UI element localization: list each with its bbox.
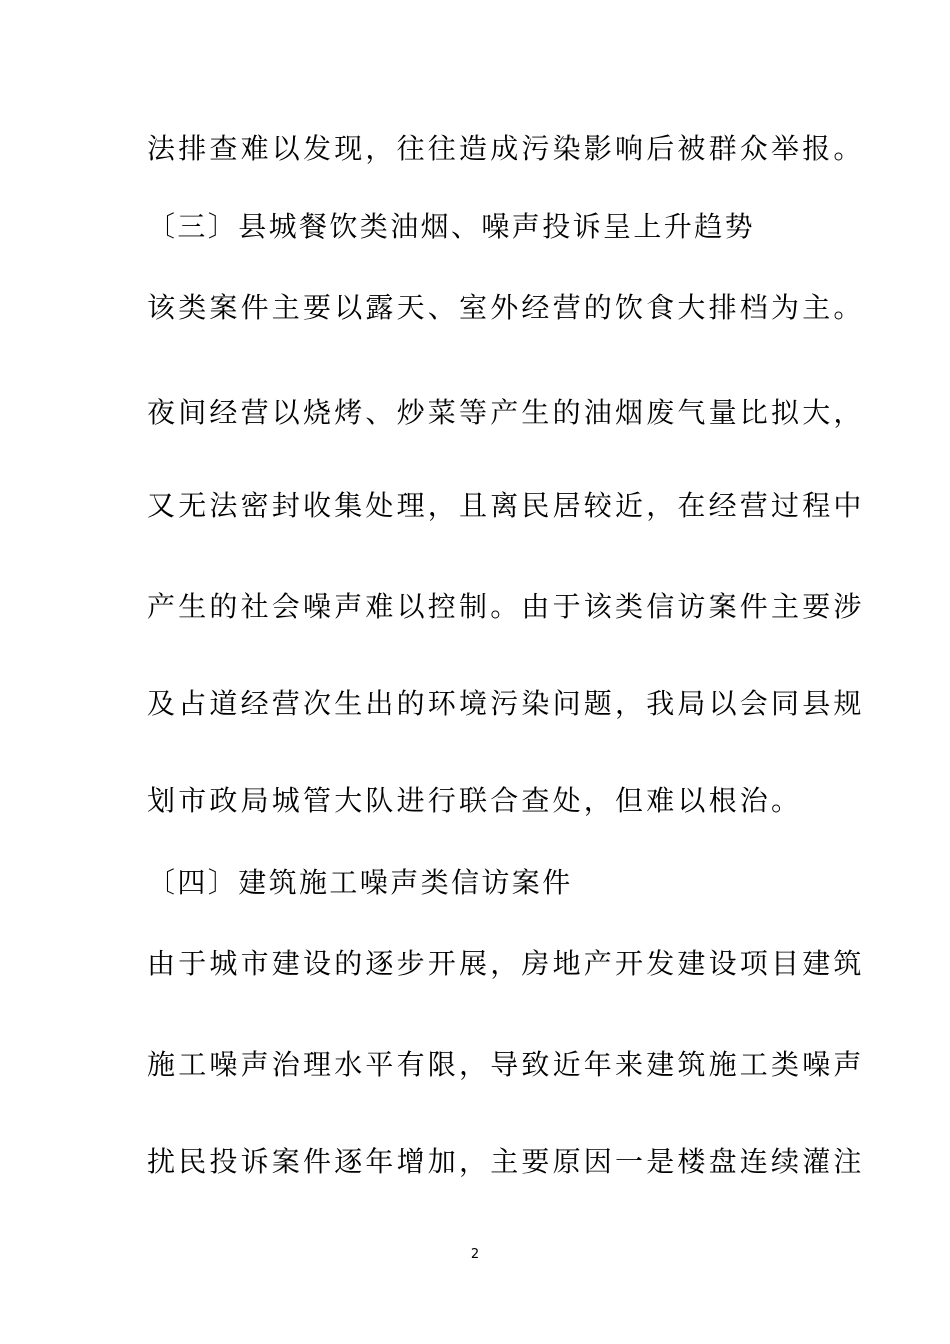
body-line-2: 该类案件主要以露天、室外经营的饮食大排档为主。 bbox=[147, 291, 865, 324]
body-line-4: 又无法密封收集处理，且离民居较近，在经营过程中 bbox=[147, 489, 865, 522]
body-line-10: 扰民投诉案件逐年增加，主要原因一是楼盘连续灌注 bbox=[147, 1145, 865, 1178]
body-line-6: 及占道经营次生出的环境污染问题，我局以会同县规 bbox=[147, 687, 865, 720]
section-heading-4: 〔四〕建筑施工噪声类信访案件 bbox=[147, 866, 573, 899]
body-line-1: 法排查难以发现，往往造成污染影响后被群众举报。 bbox=[147, 132, 865, 165]
page-number: 2 bbox=[470, 1247, 480, 1262]
section-heading-3: 〔三〕县城餐饮类油烟、噪声投诉呈上升趋势 bbox=[147, 210, 756, 243]
body-line-5: 产生的社会噪声难以控制。由于该类信访案件主要涉 bbox=[147, 590, 865, 623]
body-line-3: 夜间经营以烧烤、炒菜等产生的油烟废气量比拟大， bbox=[147, 396, 865, 429]
body-line-7: 划市政局城管大队进行联合查处，但难以根治。 bbox=[147, 784, 803, 817]
body-line-9: 施工噪声治理水平有限，导致近年来建筑施工类噪声 bbox=[147, 1048, 865, 1081]
body-line-8: 由于城市建设的逐步开展，房地产开发建设项目建筑 bbox=[147, 947, 865, 980]
